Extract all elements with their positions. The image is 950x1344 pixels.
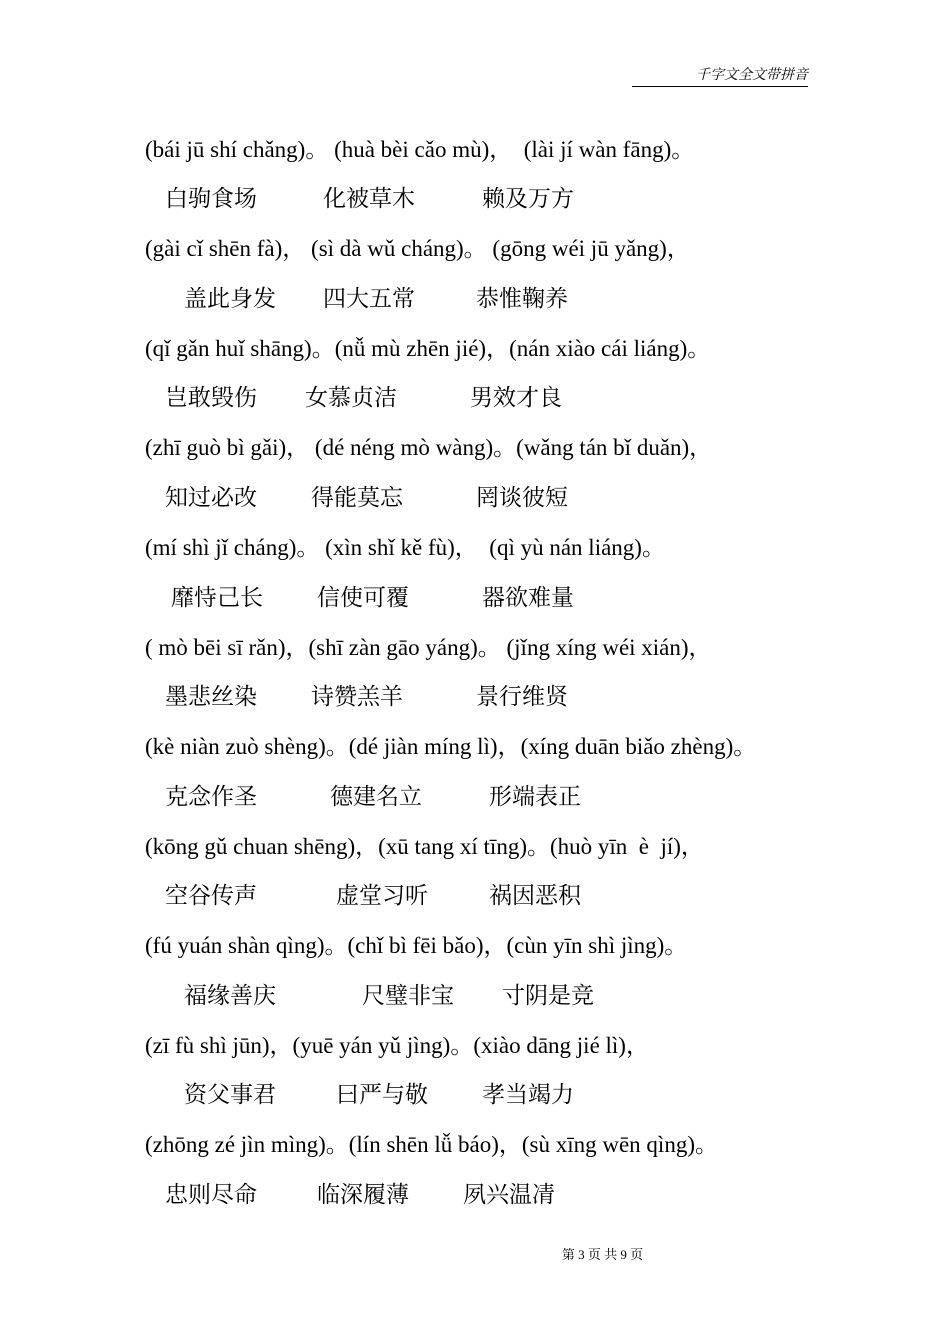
hanzi-phrase: 德建名立 <box>330 784 422 810</box>
hanzi-phrase: 克念作圣 <box>165 784 257 810</box>
hanzi-phrase: 恭惟鞠养 <box>476 286 568 312</box>
hanzi-phrase: 诗赞羔羊 <box>311 684 403 710</box>
hanzi-phrase: 器欲难量 <box>482 585 574 611</box>
hanzi-phrase: 岂敢毁伤 <box>165 385 257 411</box>
hanzi-phrase: 信使可覆 <box>317 585 409 611</box>
hanzi-phrase: 靡恃己长 <box>171 585 263 611</box>
pinyin-line: (zhōng zé jìn mìng)。(lín shēn lǚ báo)，(sù xīng wēn qìng)。 <box>145 1132 718 1157</box>
pinyin-line: (qǐ gǎn huǐ shāng)。(nǚ mù zhēn jié)，(nán xiào cái liáng)。 <box>145 336 711 361</box>
pinyin-line: (bái jū shí chǎng)。 (huà bèi cǎo mù)， (lài jí wàn fāng)。 <box>145 137 695 162</box>
hanzi-phrase: 虚堂习听 <box>336 883 428 909</box>
hanzi-phrase: 景行维贤 <box>476 684 568 710</box>
hanzi-phrase: 祸因恶积 <box>489 883 581 909</box>
hanzi-phrase: 女慕贞洁 <box>305 385 397 411</box>
hanzi-phrase: 形端表正 <box>489 784 581 810</box>
hanzi-phrase: 男效才良 <box>470 385 562 411</box>
hanzi-phrase: 寸阴是竞 <box>502 983 594 1009</box>
hanzi-phrase: 资父事君 <box>184 1082 276 1108</box>
hanzi-phrase: 罔谈彼短 <box>476 485 568 511</box>
hanzi-phrase: 空谷传声 <box>165 883 257 909</box>
hanzi-phrase: 赖及万方 <box>482 186 574 212</box>
hanzi-phrase: 夙兴温凊 <box>463 1182 555 1208</box>
document-header: 千字文全文带拼音 <box>632 64 808 87</box>
hanzi-phrase: 白驹食场 <box>165 186 257 212</box>
pinyin-line: (mí shì jǐ cháng)。 (xìn shǐ kě fù)， (qì yù nán liáng)。 <box>145 535 665 560</box>
hanzi-phrase: 墨悲丝染 <box>165 684 257 710</box>
pinyin-line: (kōng gǔ chuan shēng)，(xū tang xí tīng)。(huò yīn è jí)， <box>145 834 704 859</box>
hanzi-phrase: 盖此身发 <box>184 286 276 312</box>
hanzi-phrase: 临深履薄 <box>317 1182 409 1208</box>
hanzi-phrase: 孝当竭力 <box>482 1082 574 1108</box>
pinyin-line: (zhī guò bì gǎi)， (dé néng mò wàng)。(wǎng tán bǐ duǎn)， <box>145 435 713 460</box>
hanzi-phrase: 福缘善庆 <box>184 983 276 1009</box>
page-footer <box>0 1246 950 1264</box>
hanzi-phrase: 曰严与敬 <box>336 1082 428 1108</box>
pinyin-line: (zī fù shì jūn)，(yuē yán yǔ jìng)。(xiào dāng jié lì)， <box>145 1033 649 1058</box>
pinyin-line: (gài cǐ shēn fà)， (sì dà wǔ cháng)。 (gōng wéi jū yǎng)， <box>145 236 690 261</box>
pinyin-line: ( mò bēi sī rǎn)，(shī zàn gāo yáng)。 (jǐng xíng wéi xián)， <box>145 635 712 660</box>
hanzi-phrase: 四大五常 <box>323 286 415 312</box>
hanzi-phrase: 知过必改 <box>165 485 257 511</box>
page-number: 第 3 页 共 9 页 <box>561 1247 644 1262</box>
hanzi-phrase: 尺璧非宝 <box>362 983 454 1009</box>
hanzi-phrase: 化被草木 <box>323 186 415 212</box>
hanzi-phrase: 忠则尽命 <box>165 1182 257 1208</box>
pinyin-line: (fú yuán shàn qìng)。(chǐ bì fēi bǎo)，(cùn yīn shì jìng)。 <box>145 933 688 958</box>
pinyin-line: (kè niàn zuò shèng)。(dé jiàn míng lì)，(xíng duān biǎo zhèng)。 <box>145 734 757 759</box>
hanzi-phrase: 得能莫忘 <box>311 485 403 511</box>
